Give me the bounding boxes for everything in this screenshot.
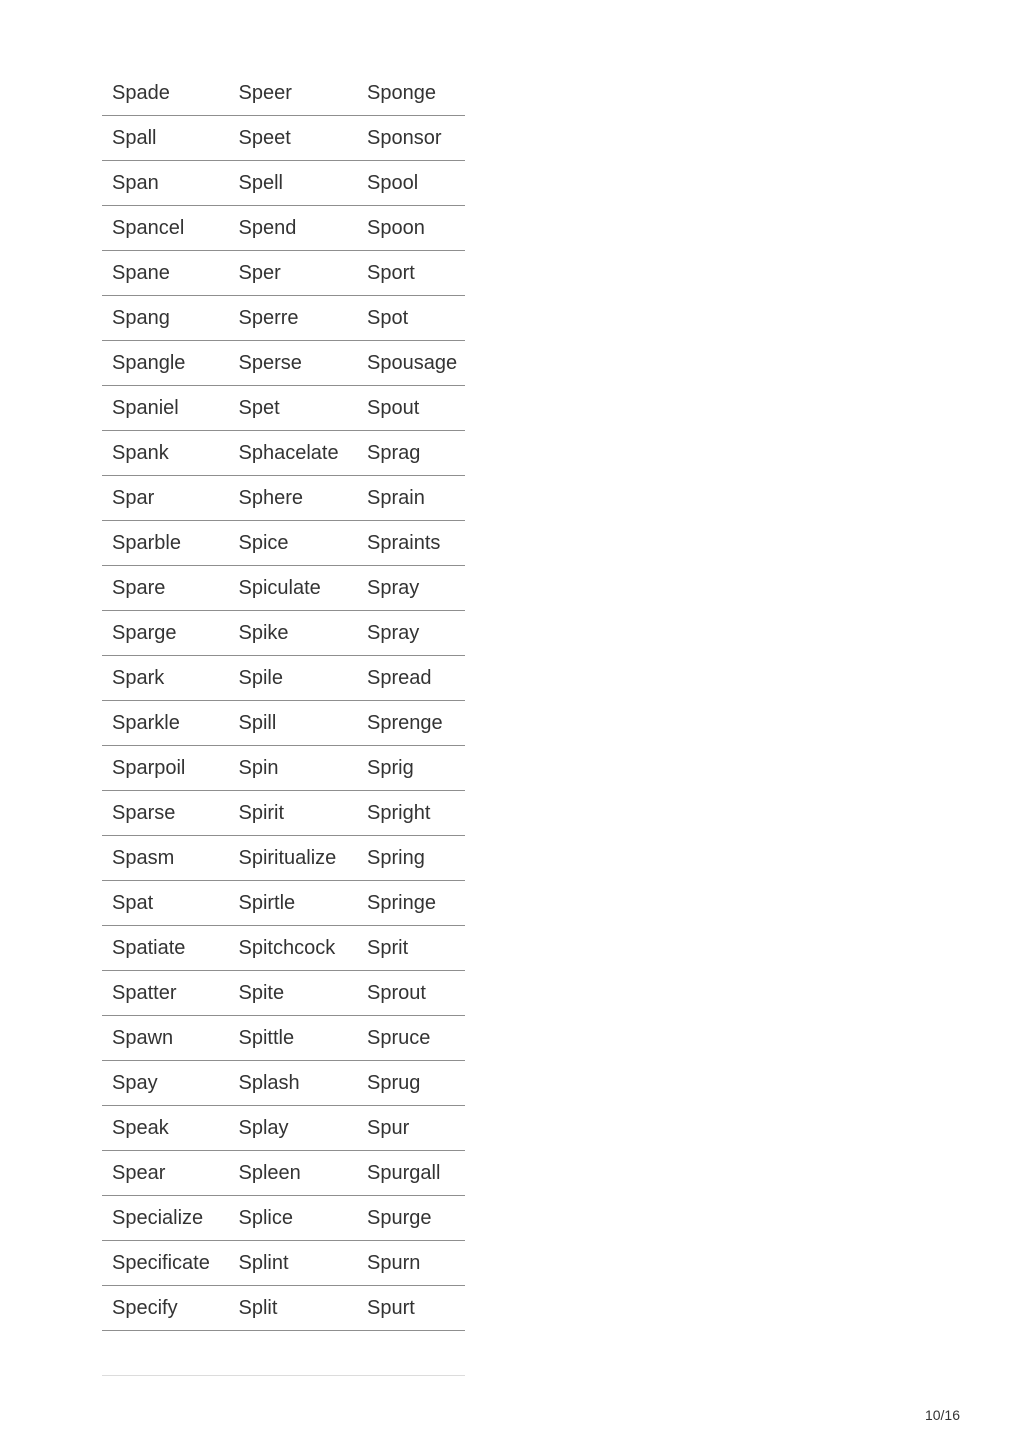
table-row bbox=[102, 476, 465, 521]
table-row bbox=[102, 1241, 465, 1286]
table-cell: Spill bbox=[228, 701, 357, 746]
table-row bbox=[102, 296, 465, 341]
table-row bbox=[102, 611, 465, 656]
table-cell: Sprug bbox=[357, 1061, 465, 1106]
table-cell: Spare bbox=[102, 566, 228, 611]
table-cell: Spitchcock bbox=[228, 926, 357, 971]
table-row bbox=[102, 746, 465, 791]
table-cell: Spur bbox=[357, 1106, 465, 1151]
table-cell: Sponge bbox=[357, 71, 465, 116]
table-cell: Sprain bbox=[357, 476, 465, 521]
table-cell: Spangle bbox=[102, 341, 228, 386]
table-cell: Spar bbox=[102, 476, 228, 521]
table-row bbox=[102, 341, 465, 386]
table-cell: Specialize bbox=[102, 1196, 228, 1241]
table-cell: Sponsor bbox=[357, 116, 465, 161]
table-row bbox=[102, 1151, 465, 1196]
table-cell: Spurgall bbox=[357, 1151, 465, 1196]
table-cell: Sper bbox=[228, 251, 357, 296]
table-cell: Sport bbox=[357, 251, 465, 296]
table-cell: Sperse bbox=[228, 341, 357, 386]
table-row bbox=[102, 116, 465, 161]
table-row bbox=[102, 926, 465, 971]
table-cell: Spice bbox=[228, 521, 357, 566]
table-cell: Sprout bbox=[357, 971, 465, 1016]
table-cell: Sprenge bbox=[357, 701, 465, 746]
table-cell: Spancel bbox=[102, 206, 228, 251]
table-cell: Spike bbox=[228, 611, 357, 656]
table-row bbox=[102, 1016, 465, 1061]
table-cell: Spet bbox=[228, 386, 357, 431]
table-cell: Sperre bbox=[228, 296, 357, 341]
table-cell: Spark bbox=[102, 656, 228, 701]
table-cell: Splash bbox=[228, 1061, 357, 1106]
table-cell: Spright bbox=[357, 791, 465, 836]
table-cell: Spirit bbox=[228, 791, 357, 836]
table-cell: Spatiate bbox=[102, 926, 228, 971]
table-cell: Specificate bbox=[102, 1241, 228, 1286]
table-cell: Spleen bbox=[228, 1151, 357, 1196]
table-cell: Spout bbox=[357, 386, 465, 431]
table-cell: Speak bbox=[102, 1106, 228, 1151]
table-cell: Spane bbox=[102, 251, 228, 296]
table-cell: Spray bbox=[357, 611, 465, 656]
table-cell: Spoon bbox=[357, 206, 465, 251]
table-row bbox=[102, 71, 465, 116]
table-cell: Sparge bbox=[102, 611, 228, 656]
bottom-divider bbox=[102, 1375, 465, 1376]
table-cell: Spruce bbox=[357, 1016, 465, 1061]
table-cell: Spell bbox=[228, 161, 357, 206]
table-cell: Spend bbox=[228, 206, 357, 251]
table-cell: Spirtle bbox=[228, 881, 357, 926]
table-cell: Sparkle bbox=[102, 701, 228, 746]
table-row bbox=[102, 1196, 465, 1241]
table-row bbox=[102, 791, 465, 836]
table-cell: Spot bbox=[357, 296, 465, 341]
table-cell: Span bbox=[102, 161, 228, 206]
table-cell: Spin bbox=[228, 746, 357, 791]
table-cell: Spiritualize bbox=[228, 836, 357, 881]
table-cell: Splint bbox=[228, 1241, 357, 1286]
table-cell: Sparble bbox=[102, 521, 228, 566]
table-cell: Spring bbox=[357, 836, 465, 881]
table-row bbox=[102, 206, 465, 251]
table-cell: Sprig bbox=[357, 746, 465, 791]
table-row bbox=[102, 251, 465, 296]
table-cell: Sparse bbox=[102, 791, 228, 836]
table-cell: Spread bbox=[357, 656, 465, 701]
table-cell: Spurge bbox=[357, 1196, 465, 1241]
table-cell: Splice bbox=[228, 1196, 357, 1241]
table-cell: Sphere bbox=[228, 476, 357, 521]
table-cell: Spraints bbox=[357, 521, 465, 566]
table-cell: Spite bbox=[228, 971, 357, 1016]
table-cell: Spall bbox=[102, 116, 228, 161]
table-row bbox=[102, 836, 465, 881]
table-cell: Splay bbox=[228, 1106, 357, 1151]
table-cell: Spool bbox=[357, 161, 465, 206]
table-row bbox=[102, 1286, 465, 1331]
table-cell: Spat bbox=[102, 881, 228, 926]
table-cell: Spang bbox=[102, 296, 228, 341]
table-cell: Sparpoil bbox=[102, 746, 228, 791]
table-row bbox=[102, 1106, 465, 1151]
table-cell: Spasm bbox=[102, 836, 228, 881]
table-row bbox=[102, 656, 465, 701]
table-cell: Springe bbox=[357, 881, 465, 926]
table-row bbox=[102, 701, 465, 746]
table-cell: Spurt bbox=[357, 1286, 465, 1331]
table-cell: Spank bbox=[102, 431, 228, 476]
page-number: 10/16 bbox=[924, 1407, 960, 1423]
table-cell: Speer bbox=[228, 71, 357, 116]
table-cell: Sprit bbox=[357, 926, 465, 971]
word-table-body bbox=[102, 71, 465, 1331]
table-row bbox=[102, 521, 465, 566]
table-row bbox=[102, 161, 465, 206]
table-cell: Spray bbox=[357, 566, 465, 611]
table-row bbox=[102, 386, 465, 431]
table-cell: Specify bbox=[102, 1286, 228, 1331]
table-cell: Spade bbox=[102, 71, 228, 116]
table-cell: Spile bbox=[228, 656, 357, 701]
table-cell: Speet bbox=[228, 116, 357, 161]
table-cell: Spittle bbox=[228, 1016, 357, 1061]
table-cell: Spawn bbox=[102, 1016, 228, 1061]
table-cell: Spurn bbox=[357, 1241, 465, 1286]
table-cell: Spaniel bbox=[102, 386, 228, 431]
table-row bbox=[102, 1061, 465, 1106]
table-row bbox=[102, 881, 465, 926]
table-cell: Spousage bbox=[357, 341, 465, 386]
table-row bbox=[102, 971, 465, 1016]
table-cell: Spay bbox=[102, 1061, 228, 1106]
table-row bbox=[102, 566, 465, 611]
table-cell: Spear bbox=[102, 1151, 228, 1196]
table-cell: Split bbox=[228, 1286, 357, 1331]
table-row bbox=[102, 431, 465, 476]
table-cell: Spiculate bbox=[228, 566, 357, 611]
table-cell: Sprag bbox=[357, 431, 465, 476]
table-cell: Spatter bbox=[102, 971, 228, 1016]
table-cell: Sphacelate bbox=[228, 431, 357, 476]
word-table bbox=[102, 71, 465, 1331]
